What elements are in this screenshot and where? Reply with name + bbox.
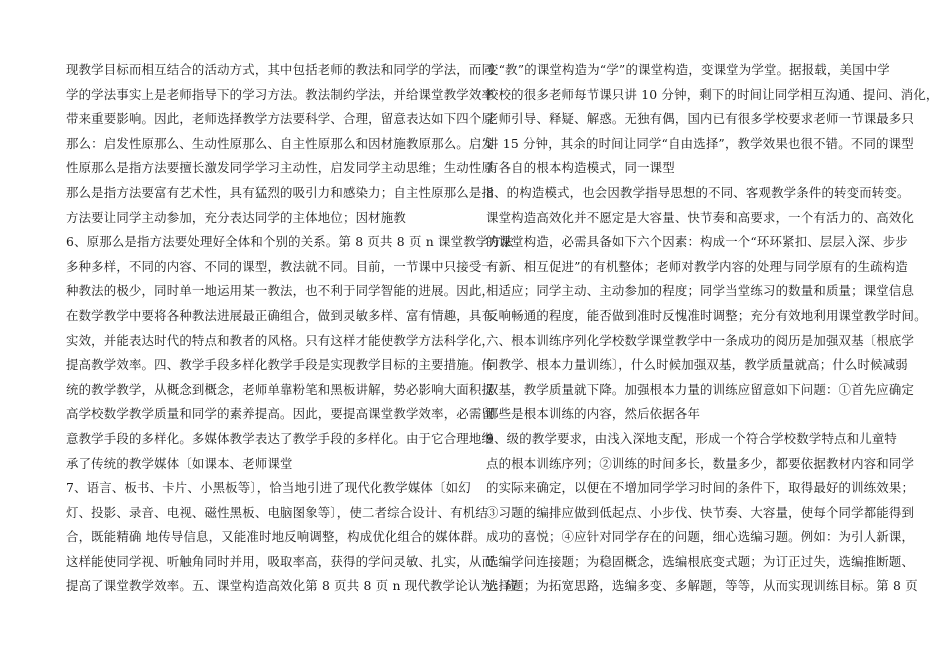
text-line: 这样能使同学视、听触角同时并用，吸取率高，获得的学问灵敏、扎实，从而 bbox=[66, 553, 495, 569]
text-line: 选编学问连接题；为稳固概念，选编根底变式题；为订正过失，选编推断题、 bbox=[486, 553, 915, 569]
text-line: 问教学、根本力量训练〕，什么时候加强双基，教学质量就高；什么时候减弱 bbox=[486, 357, 908, 373]
text-line: 学的学法事实上是老师指导下的学习方法。教法制约学法，并给课堂教学效率 bbox=[66, 86, 495, 102]
text-line: 实效，并能表达时代的特点和教者的风格。只有这样才能使教学方法科学化， bbox=[66, 332, 495, 348]
text-line: 反响畅通的程度，能否做到准时反愧准时调整；充分有效地利用课堂教学时间。 bbox=[486, 307, 927, 323]
right-text-column bbox=[486, 58, 939, 599]
text-line: 方法要让同学主动参加，充分表达同学的主体地位；因材施教 bbox=[66, 209, 406, 225]
text-line: 灯、投影、录音、电视、磁性黑板、电脑图象等〕，使二者综合设计、有机结 bbox=[66, 504, 488, 520]
text-line: 讲 15 分钟，其余的时间让同学“自由选择”，教学效果也很不错。不同的课型 bbox=[486, 135, 914, 151]
text-line: 7、语言、板书、卡片、小黑板等〕，恰当地引进了现代化教学媒体〔如幻 bbox=[66, 480, 471, 496]
text-line: 统的教学教学，从概念到概念，老师单靠粉笔和黑板讲解，势必影响大面积提 bbox=[66, 381, 495, 397]
text-line: 9、级的教学要求，由浅入深地支配，形成一个符合学校数学特点和儿童特 bbox=[486, 430, 897, 446]
text-line: 的实际来确定，以便在不增加同学学习时间的条件下，取得最好的训练效果； bbox=[486, 480, 915, 496]
text-line: 意教学手段的多样化。多媒体教学表达了教学手段的多样化。由于它合理地继 bbox=[66, 430, 495, 446]
text-line: 性原那么是指方法要擅长激发同学学习主动性，启发同学主动思维；生动性原 bbox=[66, 160, 495, 176]
text-line: 的课堂构造，必需具备如下六个因素：构成一个“环环紧扣、层层入深、步步 bbox=[486, 234, 909, 250]
text-line: 哪些是根本训练的内容，然后依据各年 bbox=[486, 406, 701, 422]
text-line: 有各自的根本构造模式，同一课型 bbox=[486, 160, 675, 176]
text-line: 6、原那么是指方法要处理好全体和个别的关系。第 8 页共 8 页 n 课堂教学方法 bbox=[66, 234, 514, 250]
text-line: 8、的构造模式，也会因教学指导思想的不同、客观教学条件的转变而转变。 bbox=[486, 184, 910, 200]
text-line: 校校的很多老师每节课只讲 10 分钟，剩下的时间让同学相互沟通、提问、消化， bbox=[486, 86, 939, 102]
text-line: 承了传统的教学媒体〔如课本、老师课堂 bbox=[66, 455, 293, 471]
left-text-column bbox=[66, 58, 519, 599]
text-line: 选择题；为拓宽思路，选编多变、多解题，等等，从而实现训练目标。第 8 页 bbox=[486, 578, 918, 594]
text-line: 那么：启发性原那么、生动性原那么、自主性原那么和因材施教原那么。启发 bbox=[66, 135, 495, 151]
text-line: 高学校数学教学质量和同学的素养提高。因此，要提高课堂教学效率，必需留 bbox=[66, 406, 495, 422]
text-line: 带来重要影响。因此，老师选择教学方法要科学、合理，留意表达如下四个原 bbox=[66, 111, 495, 127]
text-line: 变“教”的课堂构造为“学”的课堂构造，变课堂为学堂。据报载，美国中学 bbox=[486, 62, 890, 77]
text-line: 老师引导、释疑、解惑。无独有偶，国内已有很多学校要求老师一节课最多只 bbox=[486, 111, 915, 127]
text-line: 种教法的极少，同时单一地运用某一教法，也不利于同学智能的进展。因此， bbox=[66, 283, 495, 299]
text-line: 提高教学效率。四、教学手段多样化教学手段是实现教学目标的主要措施。传 bbox=[66, 357, 495, 373]
text-line: 现教学目标而相互结合的活动方式，其中包括老师的教法和同学的学法，而同 bbox=[66, 62, 495, 77]
text-line: 在数学教学中要将各种教法进展最正确组合，做到灵敏多样、富有情趣，具有 bbox=[66, 307, 495, 323]
text-line: 有新、相互促进”的有机整体；老师对教学内容的处理与同学原有的生疏构造 bbox=[486, 258, 909, 274]
text-line: 六、根本训练序列化学校数学课堂教学中一条成功的阅历是加强双基〔根底学 bbox=[486, 332, 915, 348]
text-line: ③习题的编排应做到低起点、小步伐、快节奏、大容量，使每个同学都能得到 bbox=[486, 504, 915, 520]
text-line: 课堂构造高效化并不愿定是大容量、快节奏和高要求，一个有活力的、高效化 bbox=[486, 209, 915, 225]
text-line: 成功的喜悦；④应针对同学存在的问题，细心选编习题。例如：为引人新课， bbox=[486, 529, 915, 545]
text-line: 双基，教学质量就下降。加强根本力量的训练应留意如下问题：①首先应确定 bbox=[486, 381, 915, 397]
text-line: 提高了课堂教学效率。五、课堂构造高效化第 8 页共 8 页 n 现代教学论认为：应 bbox=[66, 578, 519, 594]
text-line: 那么是指方法要富有艺术性，具有猛烈的吸引力和感染力；自主性原那么是指 bbox=[66, 184, 495, 200]
text-line: 相适应；同学主动、主动参加的程度；同学当堂练习的数量和质量；课堂信息 bbox=[486, 283, 915, 299]
text-line: 多种多样，不同的内容、不同的课型，教法就不同。目前，一节课中只接受一 bbox=[66, 258, 495, 274]
text-line: 点的根本训练序列；②训练的时间多长，数量多少，都要依据教材内容和同学 bbox=[486, 455, 915, 471]
text-line: 合，既能精确 地传导信息，又能准时地反响调整，构成优化组合的媒体群。 bbox=[66, 529, 486, 545]
